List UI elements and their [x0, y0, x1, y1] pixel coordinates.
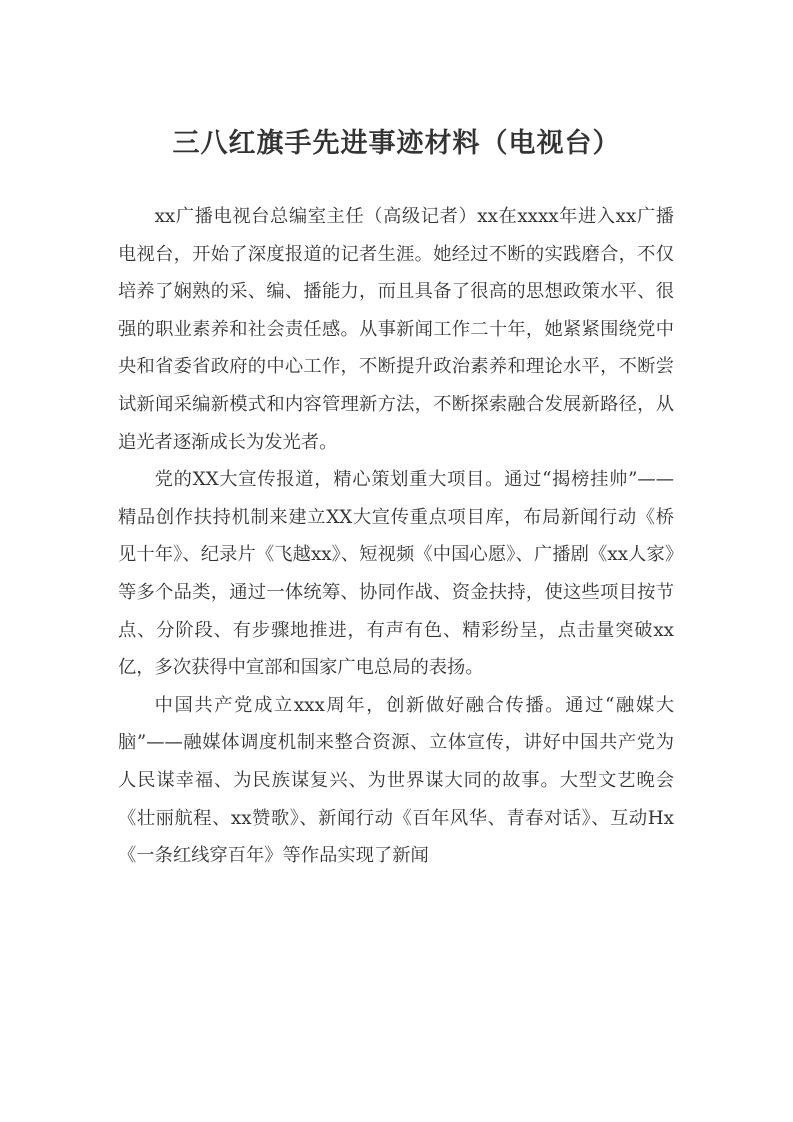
paragraph-3: 中国共产党成立xxx周年，创新做好融合传播。通过“融媒大脑”——融媒体调度机制来整合资源、立体宣传，讲好中国共产党为人民谋幸福、为民族谋复兴、为世界谋大同的故事。大型文艺晚会《壮丽航程、xx赞歌》、新闻行动《百年风华、青春对话》、互动Hx《一条红线穿百年》等作品实现了新闻 — [118, 694, 674, 867]
paragraph-1: xx广播电视台总编室主任（高级记者）xx在xxxx年进入xx广播电视台，开始了深度报道的记者生涯。她经过不断的实践磨合，不仅培养了娴熟的采、编、播能力，而且具备了很高的思想政策水平、很强的职业素养和社会责任感。从事新闻工作二十年，她紧紧围绕党中央和省委省政府的中心工作，不断提升政治素养和理论水平，不断尝试新闻采编新模式和内容管理新方法，不断探索融合发展新路径，从追光者逐渐成长为发光者。 — [118, 206, 674, 453]
document-body — [118, 198, 674, 875]
paragraph-2: 党的XX大宣传报道，精心策划重大项目。通过“揭榜挂帅”——精品创作扶持机制来建立XX大宣传重点项目库，布局新闻行动《桥见十年》、纪录片《飞越xx》、短视频《中国心愿》、广播剧《xx人家》等多个品类，通过一体统筹、协同作战、资金扶持，使这些项目按节点、分阶段、有步骤地推进，有声有色、精彩纷呈，点击量突破xx亿，多次获得中宣部和国家广电总局的表扬。 — [118, 469, 674, 679]
document-title: 三八红旗手先进事迹材料（电视台） — [172, 128, 621, 159]
